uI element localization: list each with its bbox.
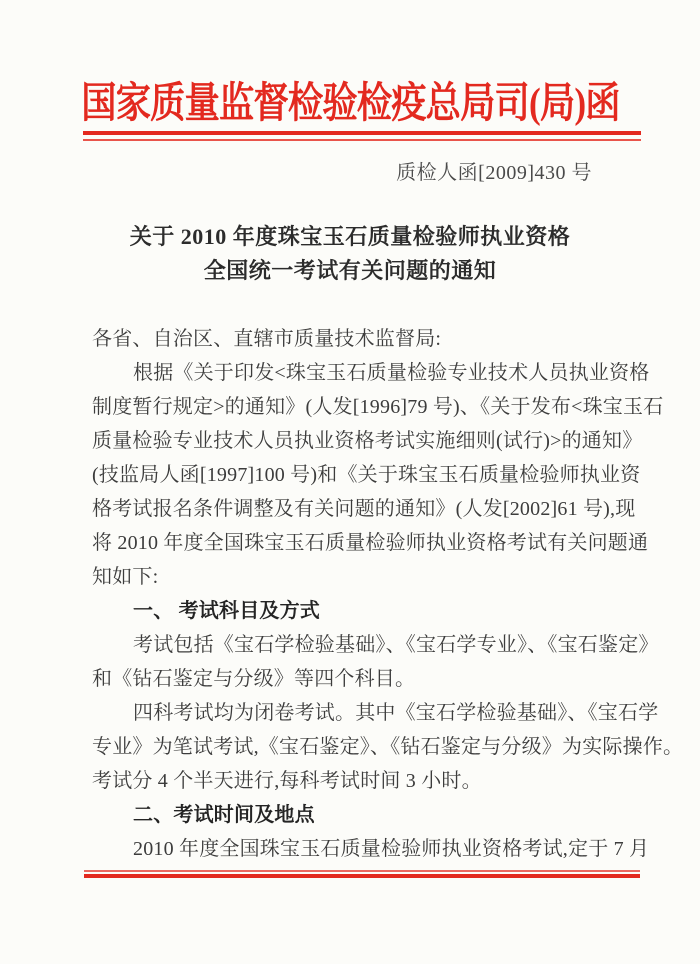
body-line: 和《钻石鉴定与分级》等四个科目。	[92, 668, 416, 690]
body-line: 知如下:	[92, 566, 159, 588]
body-line: 一、 考试科目及方式	[133, 600, 320, 622]
letterhead-title	[0, 70, 700, 130]
subject-title	[0, 220, 700, 288]
letterhead-rule-thick	[83, 131, 641, 135]
subject-title-line1: 关于 2010 年度珠宝玉石质量检验师执业资格	[129, 224, 571, 249]
body-line: 考试包括《宝石学检验基础》、《宝石学专业》、《宝石鉴定》	[133, 634, 659, 656]
body-line: 2010 年度全国珠宝玉石质量检验师执业资格考试,定于 7 月	[133, 838, 650, 860]
body-line: 二、考试时间及地点	[133, 804, 315, 826]
footer-rule-thick	[84, 874, 640, 878]
letterhead-rule-thin	[83, 139, 641, 141]
letterhead-title-text: 国家质量监督检验检疫总局司(局)函	[80, 81, 620, 127]
body-line: 各省、自治区、直辖市质量技术监督局:	[92, 328, 442, 350]
body-line: 考试分 4 个半天进行,每科考试时间 3 小时。	[92, 770, 482, 792]
body-line: 专业》为笔试考试,《宝石鉴定》、《钻石鉴定与分级》为实际操作。	[92, 736, 684, 758]
body-line: 质量检验专业技术人员执业资格考试实施细则(试行)>的通知》	[92, 430, 643, 452]
body-line: (技监局人函[1997]100 号)和《关于珠宝玉石质量检验师执业资	[92, 464, 641, 486]
subject-title-line2: 全国统一考试有关问题的通知	[203, 258, 497, 283]
body-line: 将 2010 年度全国珠宝玉石质量检验师执业资格考试有关问题通	[92, 532, 649, 554]
footer-rule-thin	[84, 870, 640, 872]
body-line: 根据《关于印发<珠宝玉石质量检验专业技术人员执业资格	[133, 362, 650, 384]
doc-number: 质检人函[2009]430 号	[396, 162, 592, 184]
body-line: 格考试报名条件调整及有关问题的通知》(人发[2002]61 号),现	[92, 498, 636, 520]
body-text	[92, 322, 684, 866]
body-line: 四科考试均为闭卷考试。其中《宝石学检验基础》、《宝石学	[133, 702, 659, 724]
body-line: 制度暂行规定>的通知》(人发[1996]79 号)、《关于发布<珠宝玉石	[92, 396, 664, 418]
